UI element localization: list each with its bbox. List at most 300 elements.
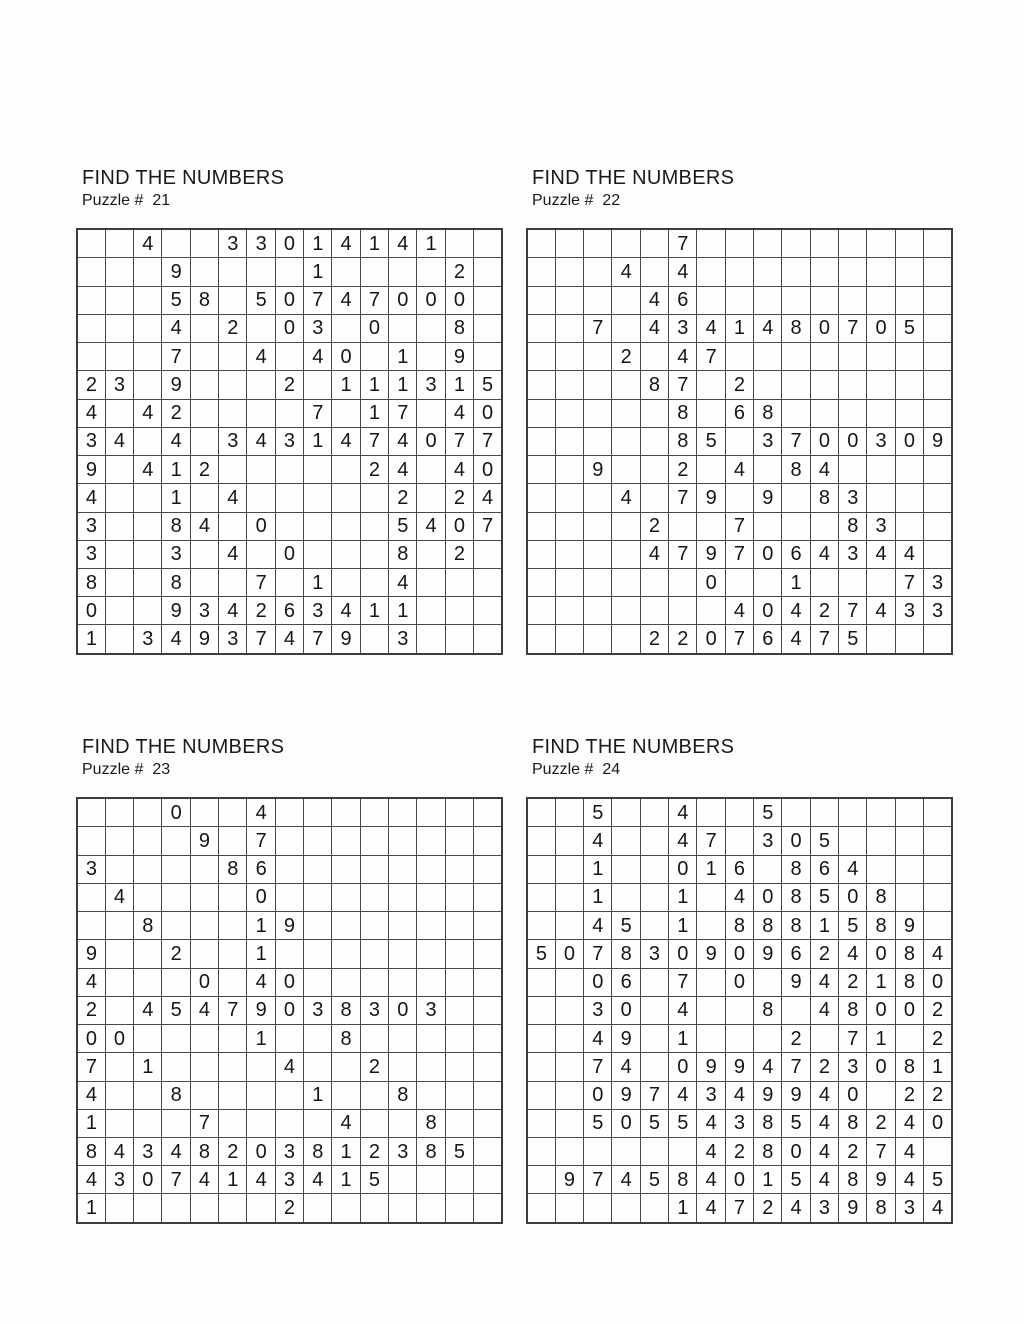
grid-cell: 1 [332, 1166, 360, 1194]
grid-cell-empty [332, 1053, 360, 1081]
grid-cell: 4 [810, 540, 838, 568]
grid-cell-empty [417, 1025, 445, 1053]
puzzle-block-21 [76, 167, 508, 655]
grid-cell: 4 [105, 1137, 133, 1165]
grid-cell-empty [612, 456, 640, 484]
grid-row [77, 1081, 502, 1109]
grid-cell: 0 [867, 996, 895, 1024]
grid-row [77, 484, 502, 512]
grid-cell: 1 [584, 855, 612, 883]
grid-cell: 4 [895, 1166, 923, 1194]
grid-cell-empty [332, 1194, 360, 1223]
grid-cell-empty [134, 827, 162, 855]
grid-cell-empty [190, 258, 218, 286]
grid-cell: 0 [867, 1053, 895, 1081]
grid-cell: 2 [77, 371, 105, 399]
grid-cell-empty [867, 456, 895, 484]
grid-cell-empty [360, 883, 388, 911]
grid-cell-empty [895, 883, 923, 911]
grid-cell-empty [474, 1194, 502, 1223]
grid-cell-empty [527, 968, 555, 996]
grid-cell-empty [77, 258, 105, 286]
grid-cell: 1 [810, 912, 838, 940]
grid-cell: 5 [584, 1109, 612, 1137]
grid-cell: 7 [360, 427, 388, 455]
grid-cell-empty [417, 912, 445, 940]
grid-cell-empty [190, 883, 218, 911]
grid-cell: 4 [782, 1194, 810, 1223]
grid-cell-empty [640, 258, 668, 286]
grid-cell: 3 [839, 540, 867, 568]
grid-cell-empty [810, 229, 838, 258]
number-grid-21 [76, 228, 503, 655]
grid-cell-empty [612, 286, 640, 314]
grid-cell: 0 [584, 968, 612, 996]
grid-cell-empty [555, 1137, 583, 1165]
grid-cell: 4 [640, 286, 668, 314]
grid-cell: 9 [697, 940, 725, 968]
grid-row [77, 399, 502, 427]
grid-cell-empty [190, 1194, 218, 1223]
grid-cell-empty [360, 1025, 388, 1053]
grid-cell-empty [584, 1194, 612, 1223]
grid-cell: 3 [754, 427, 782, 455]
grid-cell-empty [219, 371, 247, 399]
grid-cell: 4 [77, 1081, 105, 1109]
grid-cell-empty [304, 827, 332, 855]
grid-cell-empty [360, 827, 388, 855]
grid-cell: 4 [389, 427, 417, 455]
grid-cell: 7 [697, 827, 725, 855]
grid-cell: 2 [895, 1081, 923, 1109]
grid-cell-empty [527, 286, 555, 314]
grid-cell: 3 [867, 427, 895, 455]
grid-row [77, 1166, 502, 1194]
grid-row [77, 1053, 502, 1081]
grid-cell-empty [640, 912, 668, 940]
grid-cell-empty [754, 568, 782, 596]
grid-cell: 4 [725, 456, 753, 484]
grid-cell: 0 [275, 968, 303, 996]
grid-cell: 4 [669, 1081, 697, 1109]
grid-row [77, 568, 502, 596]
grid-cell-empty [275, 827, 303, 855]
grid-cell-empty [555, 855, 583, 883]
grid-cell-empty [474, 343, 502, 371]
grid-cell: 9 [697, 484, 725, 512]
grid-cell-empty [275, 258, 303, 286]
grid-cell: 8 [867, 1194, 895, 1223]
grid-cell: 8 [77, 568, 105, 596]
grid-cell-empty [782, 399, 810, 427]
grid-cell: 4 [134, 996, 162, 1024]
grid-cell-empty [527, 883, 555, 911]
grid-cell: 7 [219, 996, 247, 1024]
grid-cell-empty [134, 540, 162, 568]
grid-cell: 9 [584, 456, 612, 484]
grid-cell-empty [247, 1081, 275, 1109]
grid-cell-empty [924, 286, 952, 314]
grid-cell: 3 [924, 597, 952, 625]
grid-row [527, 1109, 952, 1137]
grid-cell: 7 [697, 343, 725, 371]
grid-cell-empty [360, 1194, 388, 1223]
grid-cell-empty [555, 456, 583, 484]
grid-cell-empty [219, 456, 247, 484]
grid-cell: 7 [669, 484, 697, 512]
grid-cell-empty [474, 1025, 502, 1053]
grid-cell: 4 [924, 940, 952, 968]
grid-cell: 7 [584, 940, 612, 968]
grid-cell-empty [555, 371, 583, 399]
grid-cell-empty [584, 1137, 612, 1165]
grid-cell: 1 [332, 371, 360, 399]
grid-cell: 2 [754, 1194, 782, 1223]
grid-cell-empty [417, 625, 445, 654]
grid-cell: 6 [782, 940, 810, 968]
grid-row [77, 996, 502, 1024]
grid-cell: 3 [275, 1137, 303, 1165]
grid-cell: 8 [867, 883, 895, 911]
grid-cell-empty [445, 229, 473, 258]
grid-cell-empty [895, 456, 923, 484]
grid-cell-empty [134, 1081, 162, 1109]
grid-cell-empty [782, 484, 810, 512]
grid-cell-empty [924, 798, 952, 827]
grid-cell-empty [555, 314, 583, 342]
grid-cell: 2 [867, 1109, 895, 1137]
grid-cell: 3 [360, 996, 388, 1024]
grid-cell: 4 [247, 343, 275, 371]
grid-cell-empty [895, 258, 923, 286]
grid-row [527, 597, 952, 625]
puzzle-subtitle [532, 761, 958, 779]
grid-cell-empty [555, 286, 583, 314]
grid-cell-empty [389, 1025, 417, 1053]
grid-cell-empty [275, 456, 303, 484]
grid-cell-empty [584, 286, 612, 314]
grid-cell-empty [867, 343, 895, 371]
grid-cell: 4 [810, 968, 838, 996]
grid-row [527, 314, 952, 342]
grid-cell: 6 [669, 286, 697, 314]
grid-cell: 4 [669, 827, 697, 855]
grid-row [527, 343, 952, 371]
grid-cell-empty [924, 399, 952, 427]
puzzle-number: 21 [152, 192, 171, 209]
puzzle-block-22 [526, 167, 958, 655]
grid-cell: 8 [669, 399, 697, 427]
grid-cell: 5 [247, 286, 275, 314]
grid-cell-empty [275, 399, 303, 427]
grid-cell-empty [895, 625, 923, 654]
grid-cell: 3 [810, 1194, 838, 1223]
grid-cell: 9 [77, 940, 105, 968]
grid-cell: 2 [669, 456, 697, 484]
grid-cell: 8 [895, 968, 923, 996]
grid-cell: 1 [77, 625, 105, 654]
grid-cell: 9 [839, 1194, 867, 1223]
grid-cell: 4 [134, 229, 162, 258]
grid-cell: 1 [360, 597, 388, 625]
grid-cell: 7 [725, 540, 753, 568]
grid-cell: 2 [640, 512, 668, 540]
grid-cell-empty [640, 827, 668, 855]
grid-cell: 7 [725, 512, 753, 540]
grid-cell: 7 [669, 968, 697, 996]
grid-cell-empty [640, 968, 668, 996]
grid-row [527, 1081, 952, 1109]
grid-cell-empty [77, 912, 105, 940]
grid-cell: 7 [669, 540, 697, 568]
grid-cell-empty [924, 371, 952, 399]
grid-row [77, 912, 502, 940]
grid-cell-empty [247, 484, 275, 512]
grid-cell-empty [867, 399, 895, 427]
grid-cell-empty [389, 1194, 417, 1223]
grid-cell-empty [895, 827, 923, 855]
grid-cell: 9 [190, 625, 218, 654]
grid-cell: 8 [810, 484, 838, 512]
grid-cell-empty [275, 940, 303, 968]
grid-cell: 7 [360, 286, 388, 314]
grid-cell: 2 [810, 1053, 838, 1081]
grid-cell-empty [332, 314, 360, 342]
puzzle-number: 24 [602, 761, 621, 778]
grid-cell-empty [555, 484, 583, 512]
grid-cell: 5 [839, 912, 867, 940]
grid-cell: 2 [612, 343, 640, 371]
grid-cell-empty [640, 1137, 668, 1165]
grid-cell: 6 [612, 968, 640, 996]
grid-cell-empty [697, 456, 725, 484]
grid-cell-empty [219, 883, 247, 911]
grid-row [77, 427, 502, 455]
grid-cell-empty [304, 940, 332, 968]
grid-cell-empty [584, 625, 612, 654]
grid-cell-empty [640, 996, 668, 1024]
grid-cell-empty [360, 568, 388, 596]
grid-row [527, 1194, 952, 1223]
grid-cell-empty [754, 258, 782, 286]
grid-cell-empty [474, 1166, 502, 1194]
grid-cell: 3 [304, 597, 332, 625]
grid-cell-empty [275, 343, 303, 371]
grid-cell-empty [190, 314, 218, 342]
grid-cell: 4 [474, 484, 502, 512]
grid-cell: 9 [754, 940, 782, 968]
grid-cell-empty [924, 883, 952, 911]
grid-cell-empty [555, 512, 583, 540]
grid-cell-empty [275, 568, 303, 596]
grid-cell-empty [247, 314, 275, 342]
grid-cell: 7 [839, 1025, 867, 1053]
grid-cell-empty [304, 1194, 332, 1223]
grid-cell: 2 [445, 258, 473, 286]
grid-cell: 4 [219, 540, 247, 568]
grid-cell-empty [527, 427, 555, 455]
grid-cell-empty [389, 1053, 417, 1081]
puzzle-block-23 [76, 736, 508, 1224]
grid-cell: 5 [895, 314, 923, 342]
grid-cell-empty [275, 855, 303, 883]
grid-cell-empty [527, 597, 555, 625]
grid-cell-empty [247, 1053, 275, 1081]
grid-cell: 5 [754, 798, 782, 827]
grid-cell: 8 [219, 855, 247, 883]
grid-cell: 8 [190, 286, 218, 314]
grid-cell: 1 [332, 1137, 360, 1165]
grid-cell-empty [527, 1081, 555, 1109]
grid-cell-empty [810, 399, 838, 427]
grid-cell: 1 [134, 1053, 162, 1081]
grid-cell: 4 [332, 1109, 360, 1137]
grid-cell-empty [527, 568, 555, 596]
grid-cell-empty [555, 427, 583, 455]
grid-cell-empty [105, 343, 133, 371]
grid-cell: 4 [332, 286, 360, 314]
grid-cell-empty [810, 798, 838, 827]
grid-cell: 4 [389, 568, 417, 596]
grid-cell-empty [527, 1025, 555, 1053]
grid-cell: 4 [810, 996, 838, 1024]
grid-cell-empty [134, 1194, 162, 1223]
grid-cell: 0 [895, 996, 923, 1024]
grid-cell: 4 [669, 798, 697, 827]
grid-cell-empty [105, 540, 133, 568]
grid-cell-empty [219, 1194, 247, 1223]
grid-cell-empty [304, 968, 332, 996]
grid-cell: 4 [445, 456, 473, 484]
grid-cell-empty [445, 827, 473, 855]
grid-cell: 3 [134, 1137, 162, 1165]
grid-cell: 2 [247, 597, 275, 625]
grid-cell-empty [105, 512, 133, 540]
grid-cell-empty [247, 456, 275, 484]
grid-cell: 7 [640, 1081, 668, 1109]
grid-cell-empty [527, 371, 555, 399]
grid-cell: 7 [162, 1166, 190, 1194]
grid-cell: 1 [247, 912, 275, 940]
grid-cell: 8 [839, 1109, 867, 1137]
grid-cell-empty [924, 912, 952, 940]
grid-cell-empty [474, 1137, 502, 1165]
grid-cell: 8 [445, 314, 473, 342]
grid-row [77, 1025, 502, 1053]
grid-cell-empty [332, 512, 360, 540]
grid-cell-empty [640, 1194, 668, 1223]
grid-cell: 7 [190, 1109, 218, 1137]
grid-cell: 9 [867, 1166, 895, 1194]
grid-cell-empty [332, 456, 360, 484]
grid-cell: 1 [360, 399, 388, 427]
grid-cell-empty [417, 258, 445, 286]
grid-cell-empty [474, 968, 502, 996]
grid-cell: 2 [275, 1194, 303, 1223]
grid-cell-empty [924, 827, 952, 855]
grid-cell: 1 [725, 314, 753, 342]
grid-cell-empty [304, 484, 332, 512]
grid-cell: 4 [275, 1053, 303, 1081]
grid-cell-empty [555, 343, 583, 371]
grid-cell: 0 [474, 456, 502, 484]
grid-cell-empty [275, 1081, 303, 1109]
grid-cell: 0 [839, 883, 867, 911]
grid-cell-empty [924, 855, 952, 883]
grid-cell-empty [417, 1166, 445, 1194]
grid-cell: 8 [669, 1166, 697, 1194]
grid-cell-empty [162, 1025, 190, 1053]
grid-cell: 1 [417, 229, 445, 258]
grid-cell: 3 [924, 568, 952, 596]
grid-cell-empty [162, 968, 190, 996]
grid-cell-empty [782, 371, 810, 399]
grid-cell-empty [134, 568, 162, 596]
grid-cell-empty [445, 968, 473, 996]
grid-cell: 0 [360, 314, 388, 342]
grid-cell-empty [895, 343, 923, 371]
grid-cell-empty [612, 1194, 640, 1223]
grid-cell-empty [754, 855, 782, 883]
grid-cell: 9 [754, 1081, 782, 1109]
grid-cell: 4 [105, 883, 133, 911]
grid-cell-empty [304, 883, 332, 911]
grid-cell-empty [867, 855, 895, 883]
grid-cell: 4 [162, 427, 190, 455]
grid-cell: 3 [584, 996, 612, 1024]
grid-cell-empty [417, 343, 445, 371]
grid-cell-empty [640, 798, 668, 827]
grid-cell-empty [77, 343, 105, 371]
grid-cell-empty [105, 568, 133, 596]
grid-cell: 0 [669, 1053, 697, 1081]
grid-cell-empty [105, 258, 133, 286]
grid-cell: 2 [360, 456, 388, 484]
grid-cell: 3 [219, 229, 247, 258]
grid-cell: 3 [839, 484, 867, 512]
grid-cell-empty [304, 798, 332, 827]
grid-cell: 1 [389, 343, 417, 371]
grid-cell: 5 [360, 1166, 388, 1194]
grid-row [527, 968, 952, 996]
grid-row [77, 597, 502, 625]
grid-cell-empty [612, 798, 640, 827]
grid-cell: 2 [924, 996, 952, 1024]
grid-cell-empty [332, 940, 360, 968]
grid-cell-empty [360, 343, 388, 371]
grid-cell-empty [190, 229, 218, 258]
grid-cell: 4 [867, 540, 895, 568]
grid-row [77, 343, 502, 371]
grid-cell: 9 [162, 258, 190, 286]
grid-cell: 8 [162, 568, 190, 596]
grid-cell: 3 [389, 1137, 417, 1165]
grid-cell-empty [474, 827, 502, 855]
grid-row [527, 940, 952, 968]
grid-row [527, 512, 952, 540]
grid-cell-empty [555, 1194, 583, 1223]
grid-cell: 0 [725, 940, 753, 968]
grid-cell-empty [445, 996, 473, 1024]
grid-cell-empty [332, 798, 360, 827]
grid-cell: 8 [782, 314, 810, 342]
grid-cell: 4 [924, 1194, 952, 1223]
grid-cell-empty [275, 798, 303, 827]
grid-cell-empty [105, 827, 133, 855]
grid-cell-empty [640, 399, 668, 427]
grid-cell-empty [105, 1109, 133, 1137]
grid-cell-empty [555, 1109, 583, 1137]
